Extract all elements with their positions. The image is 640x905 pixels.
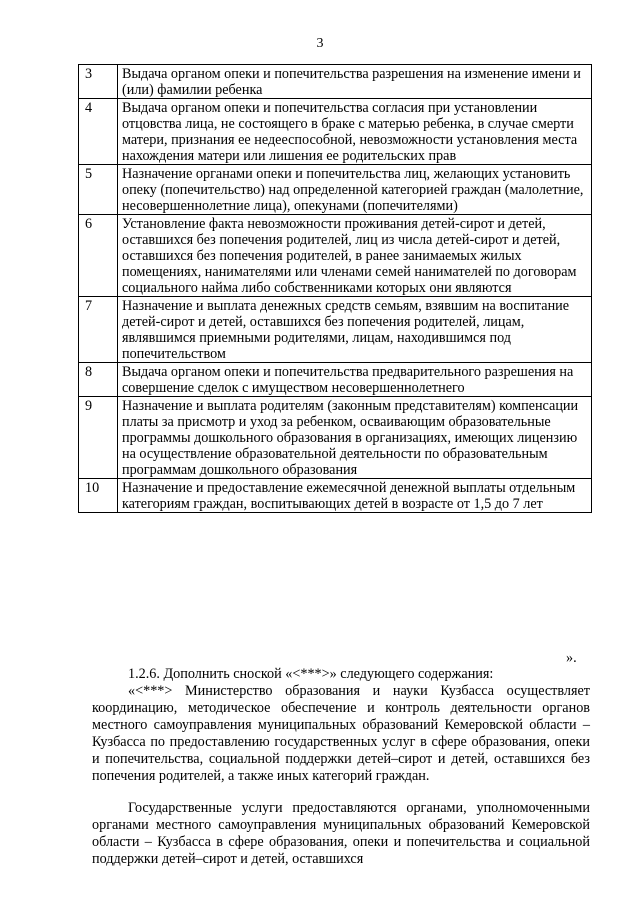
table-row [79,165,592,215]
footnote-text: «<***> Министерство образования и науки Кузбасса осуществляет координацию, методическое обеспечение и контроль деятельности органов местного самоуправления муниципальных образований Кемеровской области – Кузбасса по предоставлению государственных услуг в сфере образования, опеки и попечительства, социальной поддержки детей–сирот и детей, оставшихся без попечения родителей, а также иных категорий граждан. [92,683,590,784]
table-row [79,297,592,363]
row-text: Выдача органом опеки и попечительства разрешения на изменение имени и (или) фамилии ребенка [118,65,592,99]
row-text: Установление факта невозможности проживания детей-сирот и детей, оставшихся без попечения родителей, лиц из числа детей-сирот и детей, оставшихся без попечения родителей, в ранее занимаемых жилых помещениях, нанимателями или членами семей нанимателей по договорам социального найма либо собственниками которых они являются [118,215,592,297]
row-text: Назначение органами опеки и попечительства лиц, желающих установить опеку (попечительство) над определенной категорией граждан (малолетние, несовершеннолетние лица), опекунами (попечителями) [118,165,592,215]
table-row [79,215,592,297]
page-number: 3 [316,36,324,51]
closing-quote: ». [566,650,577,666]
services-paragraph-text: Государственные услуги предоставляются органами, уполномоченными органами местного самоуправления муниципальных образований Кемеровской области – Кузбасса в сфере образования, опеки и попечительства и социальной поддержки детей–сирот и детей, оставшихся [92,800,590,867]
row-number: 5 [79,165,118,215]
row-number: 10 [79,479,118,513]
row-text: Назначение и предоставление ежемесячной денежной выплаты отдельным категориям граждан, воспитывающих детей в возрасте от 1,5 до 7 лет [118,479,592,513]
row-number: 6 [79,215,118,297]
row-text: Выдача органом опеки и попечительства предварительного разрешения на совершение сделок с имуществом несовершеннолетнего [118,363,592,397]
row-text: Назначение и выплата родителям (законным представителям) компенсации платы за присмотр и уход за ребенком, осваивающим образовательные программы дошкольного образования в организациях, имеющих лицензию на осуществление образовательной деятельности по образовательным программам дошкольного образования [118,397,592,479]
table-row [79,363,592,397]
row-text: Назначение и выплата денежных средств семьям, взявшим на воспитание детей-сирот и детей, оставшихся без попечения родителей, лицам, являвшимся приемными родителями, лицам, находившимся под попечительством [118,297,592,363]
row-number: 8 [79,363,118,397]
table-row [79,479,592,513]
row-number: 4 [79,99,118,165]
row-number: 7 [79,297,118,363]
amendment-clause [92,666,590,683]
row-text: Выдача органом опеки и попечительства согласия при установлении отцовства лица, не состоящего в браке с матерью ребенка, в случае смерти матери, признания ее недееспособной, невозможности установления места нахождения матери или лишения ее родительских прав [118,99,592,165]
table-row [79,99,592,165]
services-paragraph-block [92,800,590,868]
table-row [79,65,592,99]
amendment-text: 1.2.6. Дополнить сноской «<***>» следующего содержания: [128,666,494,682]
row-number: 9 [79,397,118,479]
table-row [79,397,592,479]
services-table [78,64,592,513]
row-number: 3 [79,65,118,99]
footnote-block [92,683,590,785]
